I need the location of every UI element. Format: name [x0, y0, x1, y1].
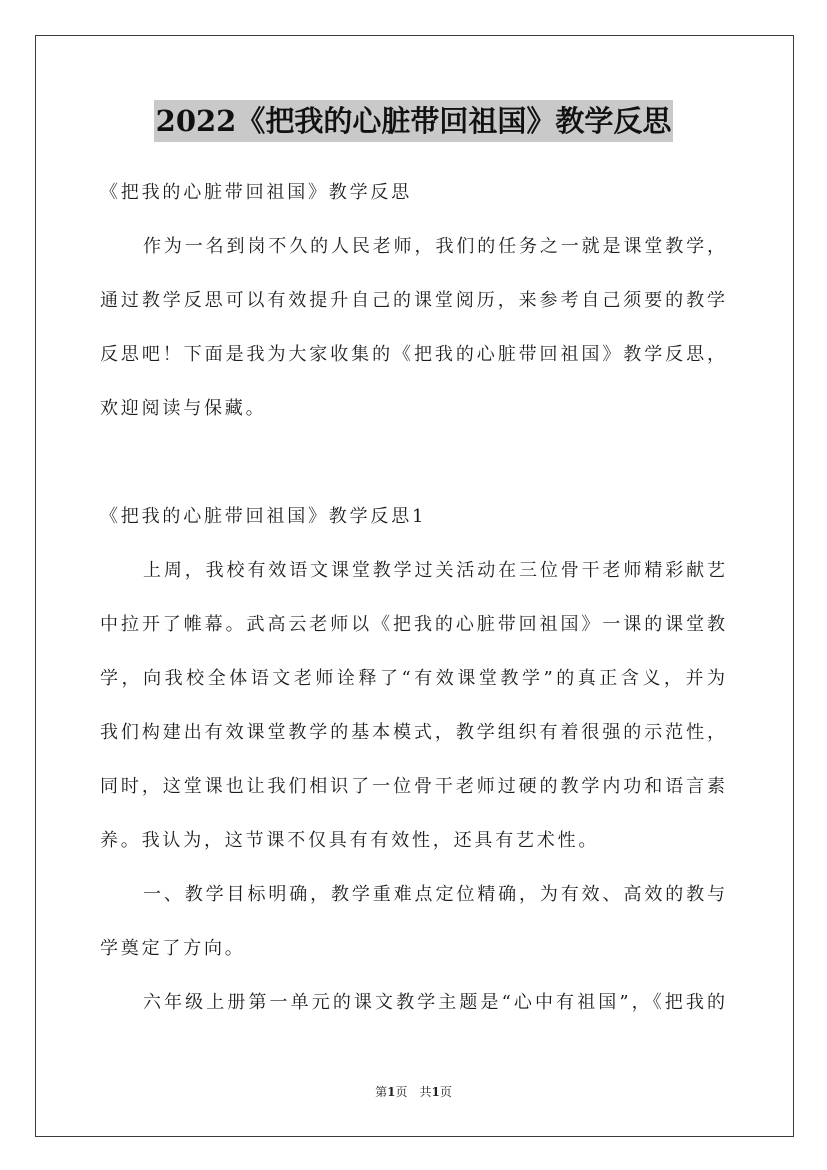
paragraph-line: 学，向我校全体语文老师诠释了“有效课堂教学”的真正含义，并为 [100, 668, 725, 689]
intro-line: 作为一名到岗不久的人民老师，我们的任务之一就是课堂教学， [143, 236, 725, 257]
document-title: 2022《把我的心脏带回祖国》教学反思 [154, 100, 674, 142]
paragraph-line: 养。我认为，这节课不仅具有有效性，还具有艺术性。 [100, 830, 600, 851]
title-container [0, 100, 827, 142]
paragraph-line: 上周，我校有效语文课堂教学过关活动在三位骨干老师精彩献艺 [143, 560, 725, 581]
current-page-indicator [375, 1085, 407, 1099]
document-body [100, 166, 725, 1030]
page-footer [0, 1084, 827, 1100]
paragraph-line: 同时，这堂课也让我们相识了一位骨干老师过硬的教学内功和语言素 [100, 776, 725, 797]
total-prefix: 共 [419, 1085, 432, 1099]
paragraph-line: 六年级上册第一单元的课文教学主题是“心中有祖国”，《把我的 [143, 992, 725, 1013]
intro-line: 欢迎阅读与保藏。 [100, 398, 267, 419]
section-heading: 《把我的心脏带回祖国》教学反思1 [100, 506, 427, 527]
total-pages-indicator [420, 1085, 452, 1099]
document-subtitle: 《把我的心脏带回祖国》教学反思 [100, 182, 412, 203]
total-pages: 1 [431, 1085, 440, 1099]
paragraph-spacer [100, 436, 725, 490]
paragraph-line: 我们构建出有效课堂教学的基本模式，教学组织有着很强的示范性， [100, 722, 725, 743]
intro-line: 通过教学反思可以有效提升自己的课堂阅历，来参考自己须要的教学 [100, 290, 725, 311]
total-suffix: 页 [439, 1085, 452, 1099]
paragraph-line: 中拉开了帷幕。武高云老师以《把我的心脏带回祖国》一课的课堂教 [100, 614, 725, 635]
page-suffix: 页 [395, 1085, 408, 1099]
page-prefix: 第 [375, 1085, 388, 1099]
paragraph-line: 一、教学目标明确，教学重难点定位精确，为有效、高效的教与 [143, 884, 725, 905]
page-number: 1 [387, 1085, 396, 1099]
intro-line: 反思吧！下面是我为大家收集的《把我的心脏带回祖国》教学反思， [100, 344, 725, 365]
paragraph-line: 学奠定了方向。 [100, 938, 246, 959]
